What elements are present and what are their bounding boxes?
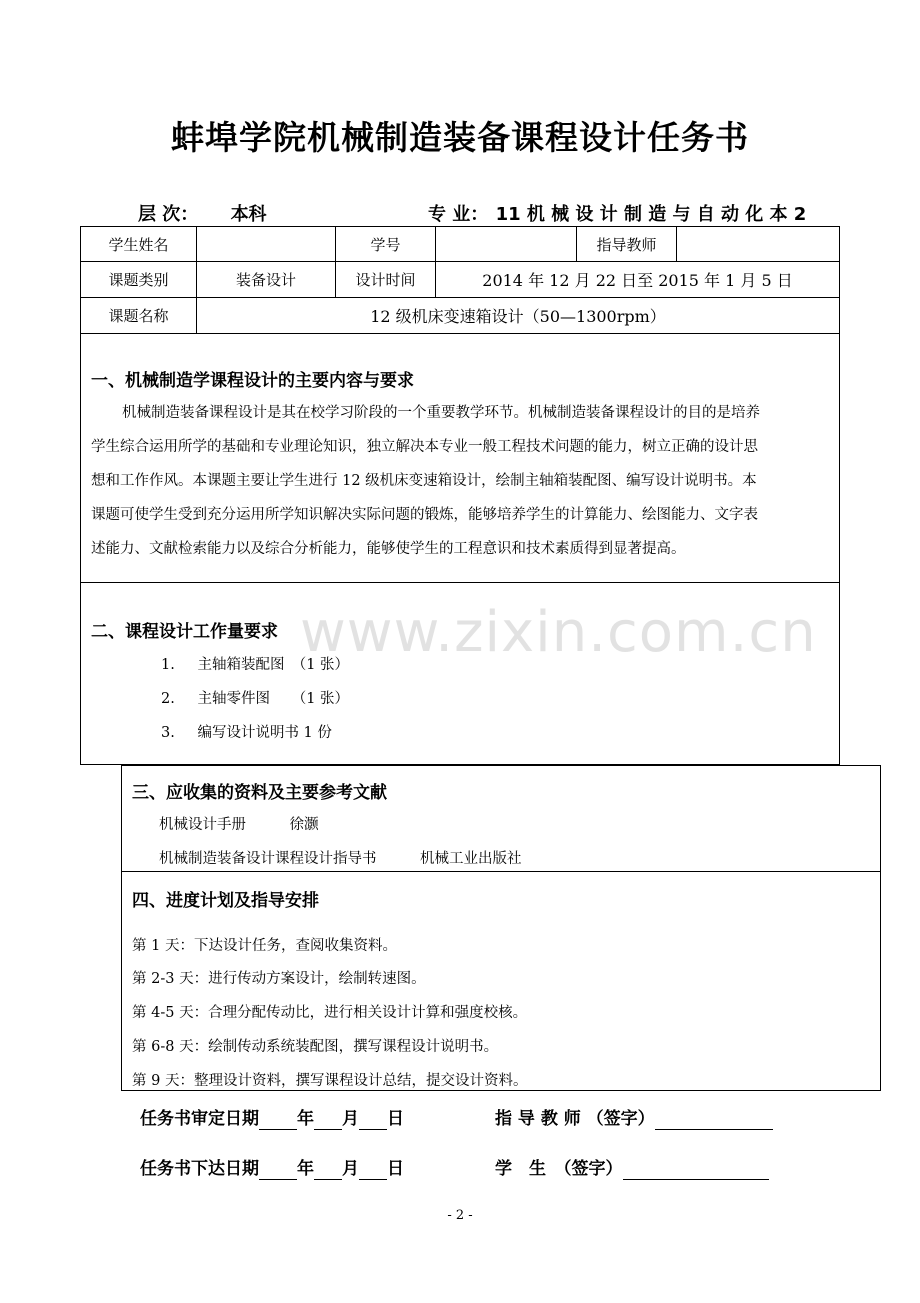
review-date-line <box>140 1104 404 1130</box>
reference-item: 机械设计手册 徐灏 <box>159 817 319 833</box>
major-label: 专 业： <box>428 204 489 225</box>
advisor-sign-line <box>495 1104 773 1130</box>
workload-item <box>161 721 332 742</box>
topic-name-value: 12 级机床变速箱设计（50—1300rpm） <box>196 297 840 334</box>
day-label: 日 <box>387 1159 404 1179</box>
student-id-value[interactable] <box>435 226 577 262</box>
section1-line: 述能力、文献检索能力以及综合分析能力，能够使学生的工程意识和技术素质得到显著提高。 <box>91 541 686 557</box>
page-title: 蚌埠学院机械制造装备课程设计任务书 <box>171 118 749 157</box>
info-table <box>80 226 840 334</box>
item-number: 1. <box>161 657 175 673</box>
item-number: 3. <box>161 725 175 741</box>
section1-line: 机械制造装备课程设计是其在校学习阶段的一个重要教学环节。机械制造装备课程设计的目的是培养 <box>122 405 760 421</box>
item-text: 编写设计说明书 1 份 <box>197 725 332 741</box>
student-sign-line <box>495 1154 769 1180</box>
section-content-requirements <box>80 333 840 583</box>
item-number: 2. <box>161 691 175 707</box>
item-text: 主轴零件图 （1 张） <box>197 691 350 707</box>
topic-name-label: 课题名称 <box>80 297 197 334</box>
month-label: 月 <box>342 1109 359 1129</box>
section2-heading: 二、课程设计工作量要求 <box>91 622 278 642</box>
month-label: 月 <box>342 1159 359 1179</box>
section4-heading: 四、进度计划及指导安排 <box>132 891 319 911</box>
section1-body <box>91 396 839 566</box>
major-field <box>428 200 807 227</box>
issue-date-label: 任务书下达日期 <box>140 1159 259 1179</box>
section1-line: 想和工作作风。本课题主要让学生进行 12 级机床变速箱设计，绘制主轴箱装配图、编写设计说明书。本 <box>91 473 757 489</box>
schedule-item: 第 2-3 天：进行传动方案设计，绘制转速图。 <box>132 971 426 987</box>
topic-type-label: 课题类别 <box>80 261 197 298</box>
topic-type-value: 装备设计 <box>196 261 336 298</box>
page-number: - 2 - <box>447 1208 473 1223</box>
schedule-item: 第 1 天：下达设计任务，查阅收集资料。 <box>132 938 397 954</box>
advisor-value[interactable] <box>676 226 840 262</box>
year-label: 年 <box>297 1109 314 1129</box>
level-value: 本科 <box>205 200 327 227</box>
student-name-label: 学生姓名 <box>80 226 197 262</box>
watermark: www.zixin.com.cn <box>300 600 817 665</box>
section-schedule <box>121 871 881 1091</box>
section1-heading: 一、机械制造学课程设计的主要内容与要求 <box>91 371 414 391</box>
review-date-label: 任务书审定日期 <box>140 1109 259 1129</box>
student-name-value[interactable] <box>196 226 336 262</box>
workload-item <box>161 687 349 708</box>
section1-line: 学生综合运用所学的基础和专业理论知识，独立解决本专业一般工程技术问题的能力，树立正确的设计思 <box>91 439 758 455</box>
day-label: 日 <box>387 1109 404 1129</box>
level-label: 层 次： <box>138 204 199 225</box>
issue-date-line <box>140 1154 404 1180</box>
schedule-item: 第 9 天：整理设计资料，撰写课程设计总结，提交设计资料。 <box>132 1073 528 1089</box>
section1-line: 课题可使学生受到充分运用所学知识解决实际问题的锻炼，能够培养学生的计算能力、绘图能力、文字表 <box>91 507 758 523</box>
schedule-item: 第 4-5 天：合理分配传动比，进行相关设计计算和强度校核。 <box>132 1005 528 1021</box>
student-id-label: 学号 <box>335 226 436 262</box>
advisor-label: 指导教师 <box>576 226 677 262</box>
advisor-sign-label: 指 导 教 师 （签字） <box>495 1109 655 1129</box>
student-sign-label: 学 生 （签字） <box>495 1159 623 1179</box>
year-label: 年 <box>297 1159 314 1179</box>
reference-item: 机械制造装备设计课程设计指导书 机械工业出版社 <box>159 851 522 867</box>
section3-heading: 三、应收集的资料及主要参考文献 <box>132 783 387 803</box>
schedule-item: 第 6-8 天：绘制传动系统装配图，撰写课程设计说明书。 <box>132 1039 499 1055</box>
design-time-label: 设计时间 <box>335 261 436 298</box>
major-value: 11 机 械 设 计 制 造 与 自 动 化 本 2 <box>495 200 808 227</box>
level-field <box>138 200 327 227</box>
section-references <box>121 765 881 872</box>
design-time-value: 2014 年 12 月 22 日至 2015 年 1 月 5 日 <box>435 261 840 298</box>
item-text: 主轴箱装配图 （1 张） <box>197 657 350 673</box>
